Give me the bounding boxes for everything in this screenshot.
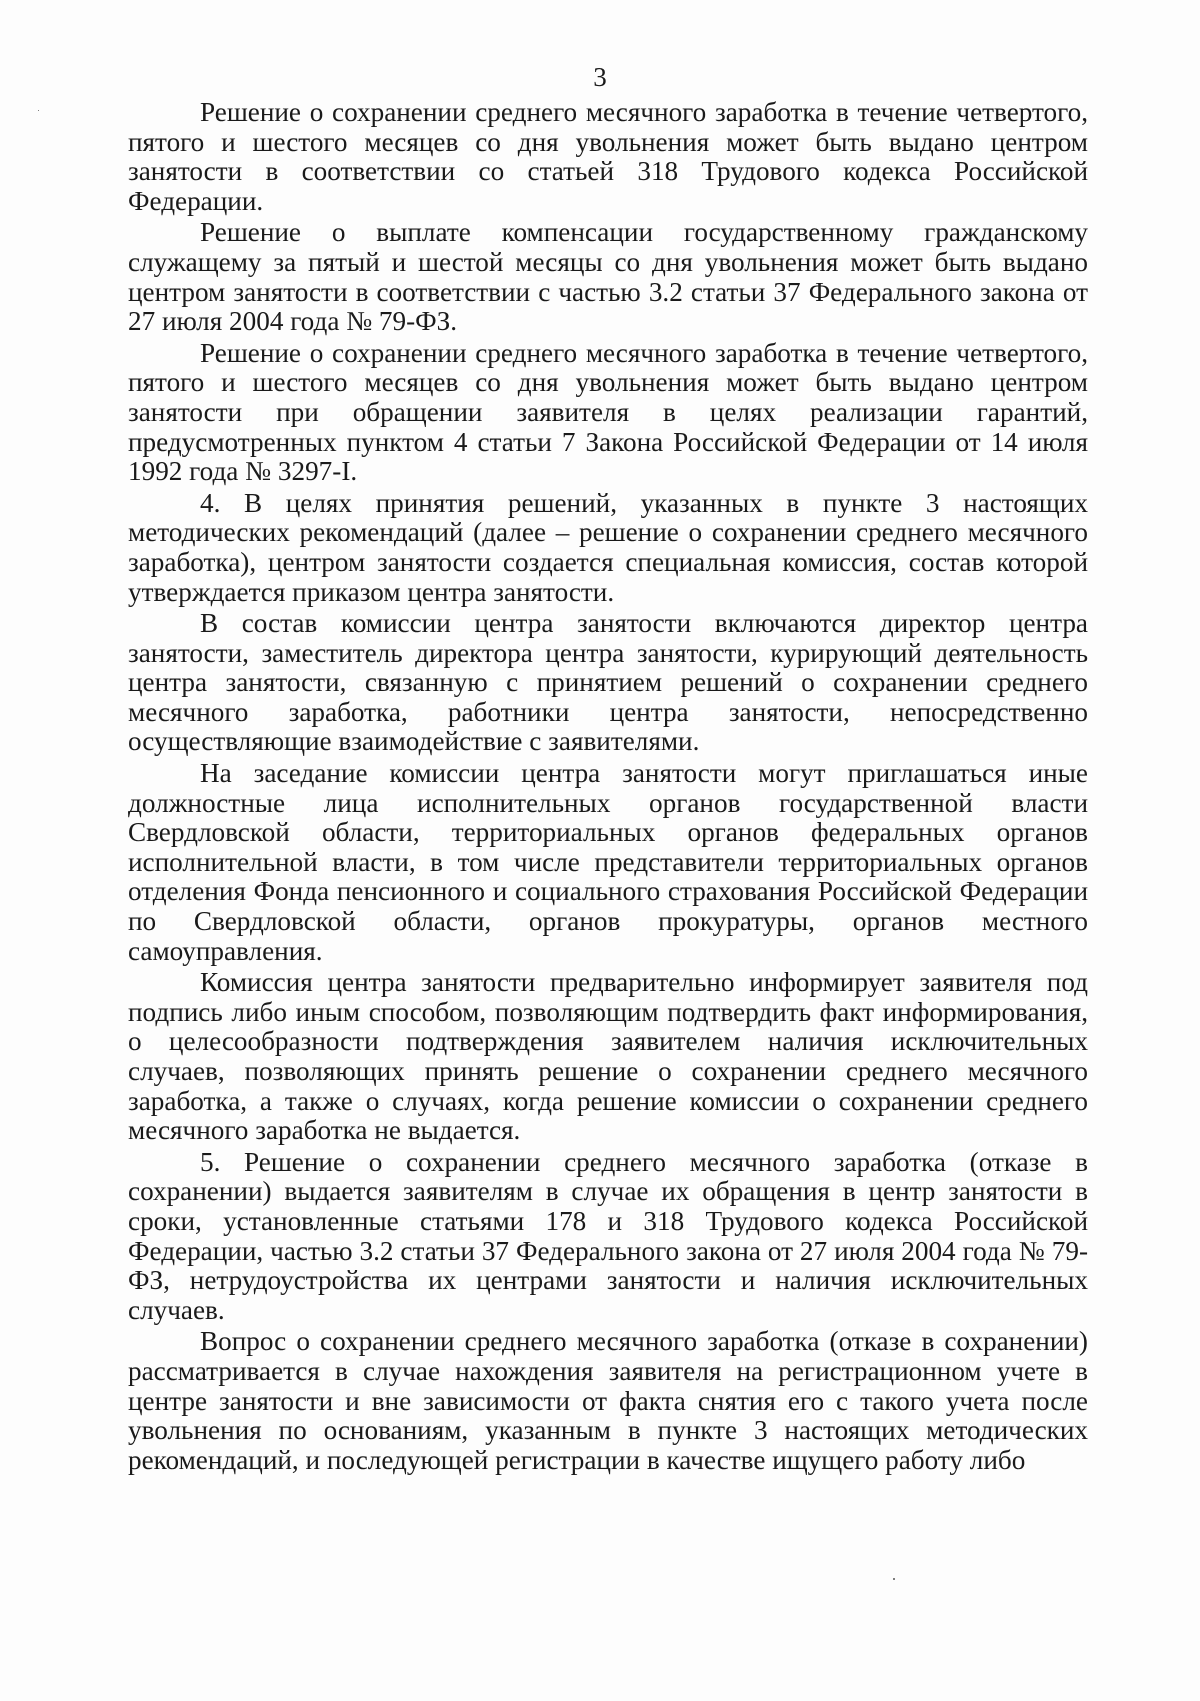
- paragraph: На заседание комиссии центра занятости могут приглашаться иные должностные лица исполнительных органов государственной власти Свердловской области, территориальных органов федеральных органов исполнительной власти, в том числе представители территориальных органов отделения Фонда пенсионного и социального страхования Российской Федерации по Свердловской области, органов прокуратуры, органов местного самоуправления.: [128, 758, 1088, 966]
- paragraph: В состав комиссии центра занятости включаются директор центра занятости, заместитель директора центра занятости, курирующий деятельность центра занятости, связанную с принятием решений о сохранении среднего месячного заработка, работники центра занятости, непосредственно осуществляющие взаимодействие с заявителями.: [128, 608, 1088, 757]
- paragraph: Комиссия центра занятости предварительно информирует заявителя под подпись либо иным способом, позволяющим подтвердить факт информирования, о целесообразности подтверждения заявителем наличия исключительных случаев, позволяющих принять решение о сохранении среднего месячного заработка, а также о случаях, когда решение комиссии о сохранении среднего месячного заработка не выдается.: [128, 967, 1088, 1146]
- paragraph: Решение о выплате компенсации государственному гражданскому служащему за пятый и шестой месяцы со дня увольнения может быть выдано центром занятости в соответствии с частью 3.2 статьи 37 Федерального закона от 27 июля 2004 года № 79-ФЗ.: [128, 217, 1088, 337]
- paragraph: Вопрос о сохранении среднего месячного заработка (отказе в сохранении) рассматривается в случае нахождения заявителя на регистрационном учете в центре занятости и вне зависимости от факта снятия его с такого учета после увольнения по основаниям, указанным в пункте 3 настоящих методических рекомендаций, и последующей регистрации в качестве ищущего работу либо: [128, 1326, 1088, 1475]
- paragraph: 5. Решение о сохранении среднего месячного заработка (отказе в сохранении) выдается заявителям в случае их обращения в центр занятости в сроки, установленные статьями 178 и 318 Трудового кодекса Российской Федерации, частью 3.2 статьи 37 Федерального закона от 27 июля 2004 года № 79-ФЗ, нетрудоустройства их центрами занятости и наличия исключительных случаев.: [128, 1146, 1088, 1325]
- scan-speck: [38, 110, 39, 111]
- page-number: 3: [593, 62, 607, 92]
- paragraph: 4. В целях принятия решений, указанных в пункте 3 настоящих методических рекомендаций (далее – решение о сохранении среднего месячного заработка), центром занятости создается специальная комиссия, состав которой утверждается приказом центра занятости.: [128, 487, 1088, 607]
- paragraph: Решение о сохранении среднего месячного заработка в течение четвертого, пятого и шестого месяцев со дня увольнения может быть выдано центром занятости в соответствии со статьей 318 Трудового кодекса Российской Федерации.: [128, 97, 1088, 216]
- document-body: [128, 98, 1088, 1475]
- paragraph: Решение о сохранении среднего месячного заработка в течение четвертого, пятого и шестого месяцев со дня увольнения может быть выдано центром занятости при обращении заявителя в целях реализации гарантий, предусмотренных пунктом 4 статьи 7 Закона Российской Федерации от 14 июля 1992 года № 3297-I.: [128, 337, 1088, 487]
- scan-speck: [893, 1578, 895, 1580]
